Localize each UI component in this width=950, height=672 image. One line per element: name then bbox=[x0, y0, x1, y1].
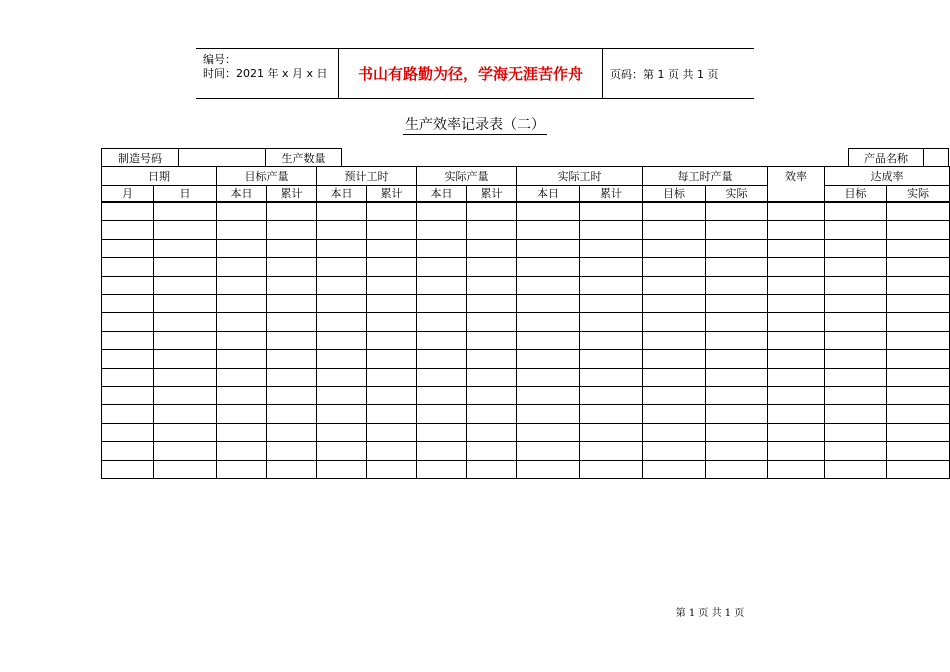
table-cell[interactable] bbox=[266, 239, 317, 258]
table-cell[interactable] bbox=[266, 386, 317, 405]
table-cell[interactable] bbox=[153, 404, 217, 424]
table-cell[interactable] bbox=[824, 368, 887, 387]
table-cell[interactable] bbox=[642, 331, 706, 350]
table-cell[interactable] bbox=[579, 386, 643, 405]
table-cell[interactable] bbox=[153, 202, 217, 221]
table-cell[interactable] bbox=[579, 349, 643, 369]
table-cell[interactable] bbox=[642, 312, 706, 332]
table-cell[interactable] bbox=[824, 220, 887, 240]
table-cell[interactable] bbox=[642, 294, 706, 313]
table-cell[interactable] bbox=[824, 441, 887, 461]
table-cell[interactable] bbox=[705, 441, 768, 461]
header-actual-hours: 实际工时 bbox=[516, 166, 643, 186]
table-cell[interactable] bbox=[466, 460, 517, 479]
table-cell[interactable] bbox=[466, 349, 517, 369]
table-cell[interactable] bbox=[705, 202, 768, 221]
table-cell[interactable] bbox=[516, 239, 580, 258]
table-cell[interactable] bbox=[101, 349, 154, 369]
table-cell[interactable] bbox=[366, 294, 417, 313]
table-cell[interactable] bbox=[886, 276, 950, 295]
table-cell[interactable] bbox=[466, 386, 517, 405]
table-cell[interactable] bbox=[101, 460, 154, 479]
table-cell[interactable] bbox=[216, 368, 267, 387]
table-cell[interactable] bbox=[266, 404, 317, 424]
table-cell[interactable] bbox=[886, 331, 950, 350]
table-cell[interactable] bbox=[767, 220, 825, 240]
table-cell[interactable] bbox=[886, 386, 950, 405]
page-code: 页码：第 1 页 共 1 页 bbox=[610, 67, 719, 81]
table-cell[interactable] bbox=[824, 386, 887, 405]
table-cell[interactable] bbox=[579, 276, 643, 295]
subheader-target: 目标 bbox=[642, 185, 706, 202]
table-cell[interactable] bbox=[366, 220, 417, 240]
header-planned-hours: 预计工时 bbox=[316, 166, 417, 186]
subheader-cumulative: 累计 bbox=[466, 185, 517, 202]
table-cell[interactable] bbox=[216, 257, 267, 277]
table-cell[interactable] bbox=[366, 441, 417, 461]
table-cell[interactable] bbox=[516, 349, 580, 369]
table-cell[interactable] bbox=[579, 404, 643, 424]
table-cell[interactable] bbox=[824, 202, 887, 221]
table-cell[interactable] bbox=[266, 220, 317, 240]
table-cell[interactable] bbox=[579, 202, 643, 221]
table-cell[interactable] bbox=[316, 276, 367, 295]
table-cell[interactable] bbox=[886, 202, 950, 221]
table-cell[interactable] bbox=[886, 460, 950, 479]
table-cell[interactable] bbox=[466, 312, 517, 332]
table-cell[interactable] bbox=[416, 202, 467, 221]
table-cell[interactable] bbox=[416, 312, 467, 332]
table-cell[interactable] bbox=[516, 294, 580, 313]
table-cell[interactable] bbox=[416, 404, 467, 424]
table-cell[interactable] bbox=[642, 257, 706, 277]
table-cell[interactable] bbox=[705, 331, 768, 350]
table-cell[interactable] bbox=[416, 331, 467, 350]
table-cell[interactable] bbox=[153, 423, 217, 442]
table-cell[interactable] bbox=[316, 368, 367, 387]
table-cell[interactable] bbox=[266, 349, 317, 369]
page-footer: 第 1 页 共 1 页 bbox=[675, 608, 745, 619]
table-cell[interactable] bbox=[886, 257, 950, 277]
table-cell[interactable] bbox=[886, 294, 950, 313]
table-cell[interactable] bbox=[579, 441, 643, 461]
table-cell[interactable] bbox=[266, 423, 317, 442]
header-info-cell bbox=[196, 49, 338, 98]
table-cell[interactable] bbox=[642, 423, 706, 442]
table-cell[interactable] bbox=[466, 239, 517, 258]
header-actual-output: 实际产量 bbox=[416, 166, 517, 186]
table-cell[interactable] bbox=[579, 460, 643, 479]
table-cell[interactable] bbox=[153, 368, 217, 387]
table-cell[interactable] bbox=[516, 460, 580, 479]
table-cell[interactable] bbox=[705, 368, 768, 387]
table-cell[interactable] bbox=[642, 386, 706, 405]
table-cell[interactable] bbox=[705, 423, 768, 442]
table-cell[interactable] bbox=[767, 368, 825, 387]
table-cell[interactable] bbox=[366, 312, 417, 332]
table-cell[interactable] bbox=[153, 331, 217, 350]
table-cell[interactable] bbox=[824, 276, 887, 295]
table-cell[interactable] bbox=[579, 239, 643, 258]
table-cell[interactable] bbox=[642, 239, 706, 258]
subheader-cumulative: 累计 bbox=[366, 185, 417, 202]
table-cell[interactable] bbox=[416, 257, 467, 277]
manufacture-no-label: 制造号码 bbox=[101, 148, 179, 167]
table-cell[interactable] bbox=[516, 386, 580, 405]
table-cell[interactable] bbox=[466, 423, 517, 442]
table-cell[interactable] bbox=[824, 331, 887, 350]
subheader-day: 日 bbox=[153, 185, 217, 202]
table-cell[interactable] bbox=[316, 220, 367, 240]
table-cell[interactable] bbox=[153, 239, 217, 258]
table-cell[interactable] bbox=[642, 460, 706, 479]
table-cell[interactable] bbox=[416, 294, 467, 313]
table-cell[interactable] bbox=[824, 257, 887, 277]
table-cell[interactable] bbox=[516, 441, 580, 461]
table-cell[interactable] bbox=[366, 423, 417, 442]
table-cell[interactable] bbox=[824, 423, 887, 442]
table-cell[interactable] bbox=[705, 404, 768, 424]
table-cell[interactable] bbox=[705, 349, 768, 369]
table-cell[interactable] bbox=[886, 441, 950, 461]
table-cell[interactable] bbox=[266, 368, 317, 387]
table-cell[interactable] bbox=[216, 404, 267, 424]
table-cell[interactable] bbox=[316, 257, 367, 277]
table-cell[interactable] bbox=[266, 331, 317, 350]
table-cell[interactable] bbox=[316, 460, 367, 479]
table-cell[interactable] bbox=[767, 386, 825, 405]
table-cell[interactable] bbox=[642, 202, 706, 221]
table-cell[interactable] bbox=[153, 220, 217, 240]
table-cell[interactable] bbox=[767, 239, 825, 258]
table-cell[interactable] bbox=[316, 312, 367, 332]
table-cell[interactable] bbox=[366, 276, 417, 295]
subheader-target: 目标 bbox=[824, 185, 887, 202]
table-cell[interactable] bbox=[642, 220, 706, 240]
table-cell[interactable] bbox=[216, 312, 267, 332]
table-cell[interactable] bbox=[316, 202, 367, 221]
table-cell[interactable] bbox=[216, 349, 267, 369]
header-target-output: 目标产量 bbox=[216, 166, 317, 186]
table-cell[interactable] bbox=[767, 331, 825, 350]
table-cell[interactable] bbox=[101, 312, 154, 332]
header-output-per-hour: 每工时产量 bbox=[642, 166, 768, 186]
table-cell[interactable] bbox=[642, 441, 706, 461]
table-cell[interactable] bbox=[101, 404, 154, 424]
table-cell[interactable] bbox=[705, 312, 768, 332]
table-cell[interactable] bbox=[767, 276, 825, 295]
table-cell[interactable] bbox=[824, 294, 887, 313]
table-cell[interactable] bbox=[153, 312, 217, 332]
slogan: 书山有路勤为径，学海无涯苦作舟 bbox=[338, 49, 603, 98]
document-header bbox=[196, 48, 754, 99]
table-cell[interactable] bbox=[466, 276, 517, 295]
table-cell[interactable] bbox=[466, 331, 517, 350]
table-cell[interactable] bbox=[579, 220, 643, 240]
subheader-today: 本日 bbox=[316, 185, 367, 202]
table-cell[interactable] bbox=[101, 331, 154, 350]
table-cell[interactable] bbox=[516, 331, 580, 350]
table-cell[interactable] bbox=[579, 423, 643, 442]
table-cell[interactable] bbox=[466, 368, 517, 387]
subheader-cumulative: 累计 bbox=[266, 185, 317, 202]
table-cell[interactable] bbox=[886, 368, 950, 387]
table-cell[interactable] bbox=[101, 368, 154, 387]
subheader-actual: 实际 bbox=[886, 185, 950, 202]
product-name-field[interactable] bbox=[923, 148, 949, 167]
header-efficiency: 效率 bbox=[767, 166, 825, 202]
table-cell[interactable] bbox=[216, 460, 267, 479]
table-cell[interactable] bbox=[516, 202, 580, 221]
table-cell[interactable] bbox=[153, 257, 217, 277]
table-cell[interactable] bbox=[466, 441, 517, 461]
table-cell[interactable] bbox=[266, 257, 317, 277]
header-achievement-rate: 达成率 bbox=[824, 166, 950, 186]
table-cell[interactable] bbox=[466, 202, 517, 221]
table-cell[interactable] bbox=[366, 460, 417, 479]
table-cell[interactable] bbox=[705, 257, 768, 277]
table-cell[interactable] bbox=[466, 257, 517, 277]
table-cell[interactable] bbox=[516, 404, 580, 424]
table-cell[interactable] bbox=[705, 276, 768, 295]
table-cell[interactable] bbox=[101, 276, 154, 295]
table-cell[interactable] bbox=[266, 312, 317, 332]
table-cell[interactable] bbox=[705, 386, 768, 405]
table-cell[interactable] bbox=[767, 312, 825, 332]
table-cell[interactable] bbox=[466, 404, 517, 424]
subheader-today: 本日 bbox=[416, 185, 467, 202]
table-cell[interactable] bbox=[101, 202, 154, 221]
table-cell[interactable] bbox=[416, 460, 467, 479]
table-cell[interactable] bbox=[316, 386, 367, 405]
table-cell[interactable] bbox=[516, 312, 580, 332]
table-cell[interactable] bbox=[416, 386, 467, 405]
table-cell[interactable] bbox=[316, 423, 367, 442]
table-cell[interactable] bbox=[316, 239, 367, 258]
table-cell[interactable] bbox=[642, 276, 706, 295]
table-cell[interactable] bbox=[705, 220, 768, 240]
table-cell[interactable] bbox=[416, 220, 467, 240]
subheader-actual: 实际 bbox=[705, 185, 768, 202]
table-cell[interactable] bbox=[516, 220, 580, 240]
table-cell[interactable] bbox=[642, 349, 706, 369]
table-cell[interactable] bbox=[101, 294, 154, 313]
table-cell[interactable] bbox=[101, 386, 154, 405]
table-cell[interactable] bbox=[416, 276, 467, 295]
table-cell[interactable] bbox=[153, 294, 217, 313]
table-cell[interactable] bbox=[366, 368, 417, 387]
table-cell[interactable] bbox=[266, 441, 317, 461]
table-cell[interactable] bbox=[266, 460, 317, 479]
table-cell[interactable] bbox=[216, 423, 267, 442]
subheader-cumulative: 累计 bbox=[579, 185, 643, 202]
table-cell[interactable] bbox=[767, 349, 825, 369]
table-cell[interactable] bbox=[516, 257, 580, 277]
table-cell[interactable] bbox=[366, 404, 417, 424]
table-cell[interactable] bbox=[316, 331, 367, 350]
table-cell[interactable] bbox=[216, 331, 267, 350]
time-label: 时间：2021 年 x 月 x 日 bbox=[203, 67, 328, 80]
table-cell[interactable] bbox=[416, 423, 467, 442]
table-cell[interactable] bbox=[416, 441, 467, 461]
table-cell[interactable] bbox=[316, 404, 367, 424]
table-cell[interactable] bbox=[824, 404, 887, 424]
table-cell[interactable] bbox=[767, 404, 825, 424]
product-name-label: 产品名称 bbox=[848, 148, 924, 167]
table-cell[interactable] bbox=[216, 276, 267, 295]
table-cell[interactable] bbox=[366, 386, 417, 405]
table-cell[interactable] bbox=[516, 368, 580, 387]
table-cell[interactable] bbox=[466, 294, 517, 313]
table-cell[interactable] bbox=[316, 294, 367, 313]
serial-number-label: 编号： bbox=[203, 53, 236, 66]
table-cell[interactable] bbox=[886, 312, 950, 332]
table-cell[interactable] bbox=[886, 349, 950, 369]
table-cell[interactable] bbox=[579, 294, 643, 313]
table-cell[interactable] bbox=[642, 368, 706, 387]
table-cell[interactable] bbox=[216, 202, 267, 221]
table-cell[interactable] bbox=[316, 349, 367, 369]
table-cell[interactable] bbox=[153, 460, 217, 479]
table-cell[interactable] bbox=[366, 257, 417, 277]
table-cell[interactable] bbox=[216, 441, 267, 461]
table-cell[interactable] bbox=[216, 294, 267, 313]
table-cell[interactable] bbox=[579, 368, 643, 387]
document-title bbox=[0, 114, 950, 134]
subheader-month: 月 bbox=[101, 185, 154, 202]
table-cell[interactable] bbox=[516, 276, 580, 295]
table-cell[interactable] bbox=[886, 220, 950, 240]
table-cell[interactable] bbox=[886, 423, 950, 442]
table-cell[interactable] bbox=[366, 202, 417, 221]
table-cell[interactable] bbox=[416, 239, 467, 258]
table-cell[interactable] bbox=[705, 460, 768, 479]
table-cell[interactable] bbox=[153, 386, 217, 405]
table-cell[interactable] bbox=[316, 441, 367, 461]
table-cell[interactable] bbox=[101, 257, 154, 277]
production-qty-label: 生产数量 bbox=[265, 148, 342, 167]
header-date: 日期 bbox=[101, 166, 217, 186]
table-cell[interactable] bbox=[366, 239, 417, 258]
table-cell[interactable] bbox=[579, 331, 643, 350]
table-cell[interactable] bbox=[642, 404, 706, 424]
table-cell[interactable] bbox=[101, 220, 154, 240]
title-text: 生产效率记录表（二） bbox=[405, 117, 545, 133]
table-cell[interactable] bbox=[705, 294, 768, 313]
table-cell[interactable] bbox=[366, 349, 417, 369]
table-cell[interactable] bbox=[886, 239, 950, 258]
table-cell[interactable] bbox=[266, 276, 317, 295]
table-cell[interactable] bbox=[767, 460, 825, 479]
table-cell[interactable] bbox=[824, 312, 887, 332]
table-cell[interactable] bbox=[767, 257, 825, 277]
table-cell[interactable] bbox=[266, 202, 317, 221]
table-cell[interactable] bbox=[101, 441, 154, 461]
subheader-today: 本日 bbox=[216, 185, 267, 202]
table-cell[interactable] bbox=[886, 404, 950, 424]
manufacture-no-field[interactable] bbox=[178, 148, 266, 167]
table-cell[interactable] bbox=[101, 423, 154, 442]
table-cell[interactable] bbox=[416, 349, 467, 369]
table-cell[interactable] bbox=[416, 368, 467, 387]
table-cell[interactable] bbox=[579, 257, 643, 277]
subheader-today: 本日 bbox=[516, 185, 580, 202]
table-cell[interactable] bbox=[767, 441, 825, 461]
table-cell[interactable] bbox=[216, 239, 267, 258]
table-cell[interactable] bbox=[824, 349, 887, 369]
table-cell[interactable] bbox=[366, 331, 417, 350]
table-cell[interactable] bbox=[153, 441, 217, 461]
table-cell[interactable] bbox=[466, 220, 517, 240]
table-cell[interactable] bbox=[216, 220, 267, 240]
table-cell[interactable] bbox=[266, 294, 317, 313]
table-cell[interactable] bbox=[579, 312, 643, 332]
table-cell[interactable] bbox=[767, 294, 825, 313]
table-cell[interactable] bbox=[153, 276, 217, 295]
table-cell[interactable] bbox=[767, 423, 825, 442]
table-cell[interactable] bbox=[153, 349, 217, 369]
table-cell[interactable] bbox=[824, 239, 887, 258]
table-cell[interactable] bbox=[705, 239, 768, 258]
table-cell[interactable] bbox=[824, 460, 887, 479]
table-cell[interactable] bbox=[216, 386, 267, 405]
table-cell[interactable] bbox=[516, 423, 580, 442]
table-cell[interactable] bbox=[101, 239, 154, 258]
table-cell[interactable] bbox=[767, 202, 825, 221]
